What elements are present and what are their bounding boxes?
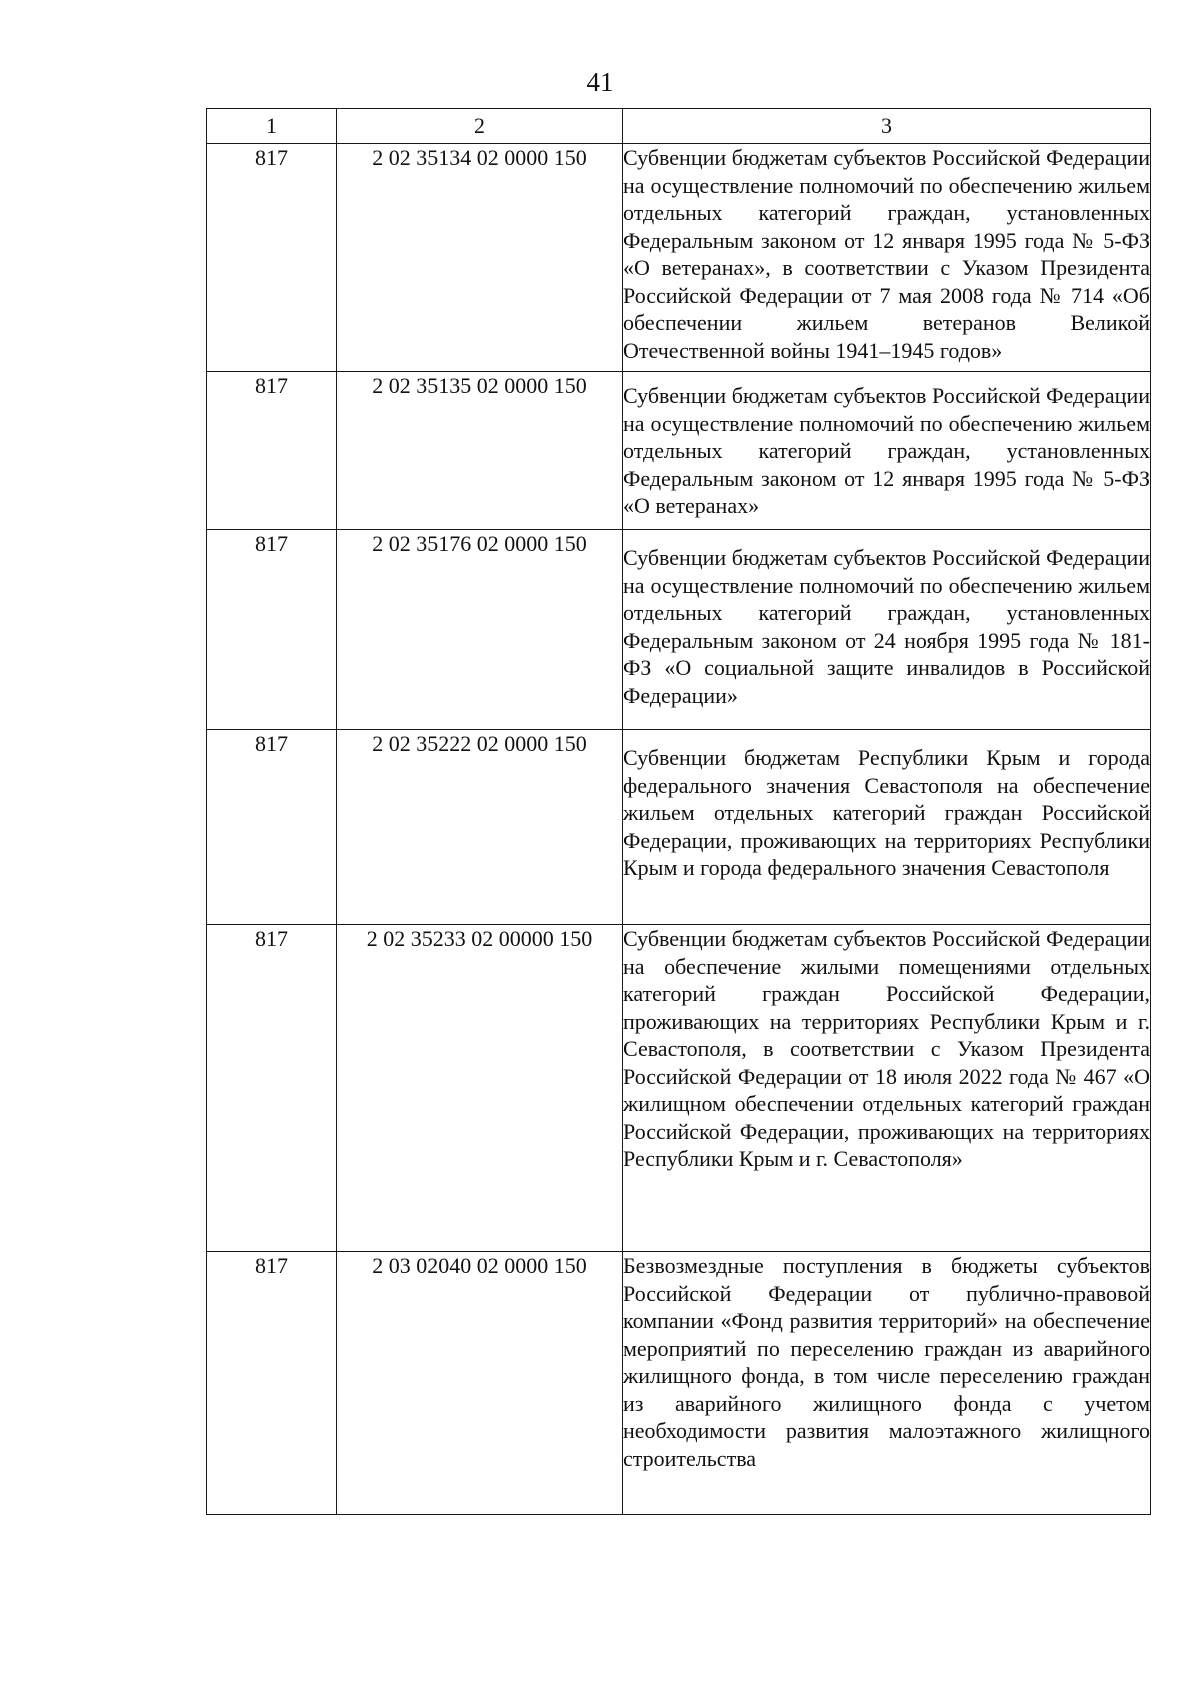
admin-code-cell: 817 <box>207 730 337 925</box>
admin-code-cell: 817 <box>207 372 337 530</box>
column-header-2: 2 <box>337 109 623 144</box>
revenue-codes-table <box>206 108 1151 1515</box>
description-text: Безвозмездные поступления в бюджеты субъектов Российской Федерации от публично-правовой компании «Фонд развития территорий» на обеспечение мероприятий по переселению граждан из аварийного жилищного фонда, в том числе переселению граждан из аварийного жилищного фонда с учетом необходимости развития малоэтажного жилищного строительства <box>623 1253 1150 1471</box>
description-cell <box>623 530 1151 730</box>
revenue-code-cell: 2 02 35233 02 00000 150 <box>337 925 623 1252</box>
revenue-code-cell: 2 02 35134 02 0000 150 <box>337 144 623 372</box>
table-row <box>207 925 1151 1252</box>
revenue-code-cell: 2 02 35135 02 0000 150 <box>337 372 623 530</box>
column-header-3: 3 <box>623 109 1151 144</box>
table-header-row <box>207 109 1151 144</box>
revenue-code-cell: 2 02 35222 02 0000 150 <box>337 730 623 925</box>
admin-code-cell: 817 <box>207 925 337 1252</box>
description-text: Субвенции бюджетам субъектов Российской Федерации на осуществление полномочий по обеспечению жильем отдельных категорий граждан, установленных Федеральным законом от 12 января 1995 года № 5-ФЗ «О ветеранах» <box>623 383 1150 518</box>
description-cell <box>623 925 1151 1252</box>
table-row <box>207 144 1151 372</box>
description-cell <box>623 1252 1151 1515</box>
table-row <box>207 372 1151 530</box>
page-number: 41 <box>586 67 614 97</box>
column-header-1: 1 <box>207 109 337 144</box>
revenue-code-cell: 2 02 35176 02 0000 150 <box>337 530 623 730</box>
description-cell <box>623 730 1151 925</box>
description-text: Субвенции бюджетам Республики Крым и города федерального значения Севастополя на обеспечение жильем отдельных категорий граждан Российской Федерации, проживающих на территориях Республики Крым и города федерального значения Севастополя <box>623 745 1150 880</box>
admin-code-cell: 817 <box>207 144 337 372</box>
description-text: Субвенции бюджетам субъектов Российской Федерации на обеспечение жилыми помещениями отдельных категорий граждан Российской Федерации, проживающих на территориях Республики Крым и г. Севастополя, в соответствии с Указом Президента Российской Федерации от 18 июля 2022 года № 467 «О жилищном обеспечении отдельных категорий граждан Российской Федерации, проживающих на территориях Республики Крым и г. Севастополя» <box>623 926 1150 1171</box>
description-text: Субвенции бюджетам субъектов Российской Федерации на осуществление полномочий по обеспечению жильем отдельных категорий граждан, установленных Федеральным законом от 24 ноября 1995 года № 181-ФЗ «О социальной защите инвалидов в Российской Федерации» <box>623 545 1150 708</box>
admin-code-cell: 817 <box>207 1252 337 1515</box>
table-row <box>207 530 1151 730</box>
table-row <box>207 1252 1151 1515</box>
revenue-code-cell: 2 03 02040 02 0000 150 <box>337 1252 623 1515</box>
description-text: Субвенции бюджетам субъектов Российской Федерации на осуществление полномочий по обеспечению жильем отдельных категорий граждан, установленных Федеральным законом от 12 января 1995 года № 5-ФЗ «О ветеранах», в соответствии с Указом Президента Российской Федерации от 7 мая 2008 года № 714 «Об обеспечении жильем ветеранов Великой Отечественной войны 1941–1945 годов» <box>623 145 1150 363</box>
description-cell <box>623 372 1151 530</box>
description-cell <box>623 144 1151 372</box>
admin-code-cell: 817 <box>207 530 337 730</box>
table-row <box>207 730 1151 925</box>
